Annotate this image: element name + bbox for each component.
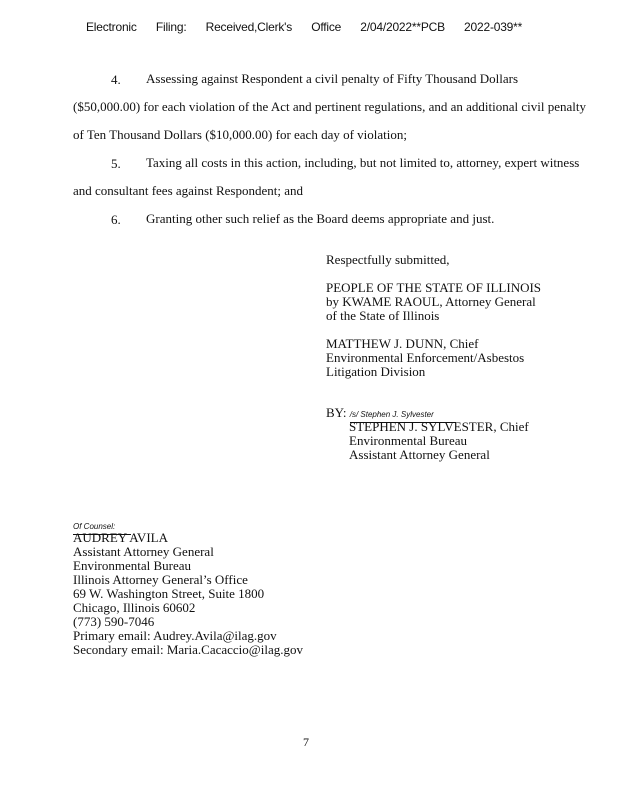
- dunn-line-3: Litigation Division: [326, 364, 426, 379]
- paragraph-5-line-1: Taxing all costs in this action, including, but not limited to, attorney, expert witness: [146, 155, 580, 170]
- counsel-secondary-email: Secondary email: Maria.Cacaccio@ilag.gov: [73, 642, 303, 657]
- counsel-title: Assistant Attorney General: [73, 544, 214, 559]
- paragraph-4-line-1: Assessing against Respondent a civil penalty of Fifty Thousand Dollars: [146, 71, 519, 86]
- people-line-3: of the State of Illinois: [326, 308, 440, 323]
- counsel-label: Of Counsel:: [73, 520, 131, 535]
- dunn-line-2: Environmental Enforcement/Asbestos: [326, 350, 525, 365]
- header-office: Office: [311, 20, 342, 34]
- filing-header: [86, 20, 538, 34]
- paragraph-5-line-2: and consultant fees against Respondent; and: [73, 183, 303, 198]
- header-date: 2/04/2022**PCB: [360, 20, 445, 34]
- paragraph-6-line-1: Granting other such relief as the Board deems appropriate and just.: [146, 211, 495, 226]
- sylvester-line-3: Assistant Attorney General: [349, 447, 490, 462]
- people-line-1: PEOPLE OF THE STATE OF ILLINOIS: [326, 280, 542, 295]
- people-line-2: by KWAME RAOUL, Attorney General: [326, 294, 536, 309]
- paragraph-4-line-2: ($50,000.00) for each violation of the Act and pertinent regulations, and an additional civil penalty: [73, 99, 586, 114]
- signed-name: /s/ Stephen J. Sylvester: [350, 408, 456, 423]
- header-filing: Filing:: [155, 20, 187, 34]
- by-label: BY:: [326, 405, 347, 420]
- counsel-city: Chicago, Illinois 60602: [73, 600, 196, 615]
- header-received: Received,Clerk's: [205, 20, 293, 34]
- counsel-address: 69 W. Washington Street, Suite 1800: [73, 586, 265, 601]
- header-case: 2022-039**: [464, 20, 523, 34]
- paragraph-5-number: 5.: [111, 156, 121, 171]
- paragraph-6-number: 6.: [111, 212, 121, 227]
- paragraph-4-line-3: of Ten Thousand Dollars ($10,000.00) for each day of violation;: [73, 127, 408, 142]
- sylvester-line-2: Environmental Bureau: [349, 433, 468, 448]
- counsel-primary-email: Primary email: Audrey.Avila@ilag.gov: [73, 628, 277, 643]
- counsel-office: Illinois Attorney General’s Office: [73, 572, 248, 587]
- header-electronic: Electronic: [86, 20, 137, 34]
- dunn-line-1: MATTHEW J. DUNN, Chief: [326, 336, 479, 351]
- paragraph-4-number: 4.: [111, 72, 121, 87]
- closing-text: Respectfully submitted,: [326, 252, 450, 267]
- counsel-name: AUDREY AVILA: [73, 530, 168, 545]
- page-number: 7: [303, 735, 309, 749]
- counsel-bureau: Environmental Bureau: [73, 558, 192, 573]
- sylvester-line-1: STEPHEN J. SYLVESTER, Chief: [349, 419, 529, 434]
- counsel-phone: (773) 590-7046: [73, 614, 155, 629]
